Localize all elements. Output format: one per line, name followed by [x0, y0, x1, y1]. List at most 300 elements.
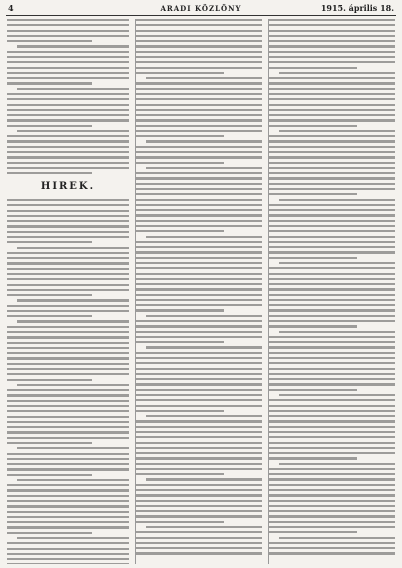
text-line [136, 30, 262, 32]
text-line [136, 199, 262, 201]
text-line [7, 347, 129, 349]
text-line [269, 552, 395, 554]
text-line [7, 394, 129, 396]
text-line [136, 500, 262, 502]
text-line [269, 362, 395, 364]
text-line [269, 368, 395, 370]
text-line [7, 389, 129, 391]
column-3 [268, 19, 395, 564]
text-line [136, 294, 262, 296]
text-line [136, 515, 262, 517]
text-line [269, 521, 395, 523]
text-line [146, 315, 262, 317]
text-line [269, 273, 395, 275]
text-line [136, 304, 262, 306]
text-line [269, 352, 395, 354]
text-line [146, 167, 262, 169]
text-line [269, 98, 395, 100]
text-line [136, 40, 262, 42]
text-line [269, 505, 395, 507]
text-line [136, 67, 262, 69]
text-line [269, 431, 395, 433]
issue-date: 1915. április 18. [320, 3, 394, 13]
text-line [269, 51, 395, 53]
text-line [269, 67, 357, 69]
text-line [269, 104, 395, 106]
text-line [136, 61, 262, 63]
text-line [269, 220, 395, 222]
text-line [136, 209, 262, 211]
text-line [269, 304, 395, 306]
text-line [7, 305, 129, 307]
text-line [136, 35, 262, 37]
text-line [269, 88, 395, 90]
text-line [136, 162, 224, 164]
text-line [269, 172, 395, 174]
text-line [7, 24, 129, 26]
column-1-text-block-b [7, 199, 129, 564]
text-line [269, 357, 395, 359]
text-line [136, 494, 262, 496]
text-line [136, 484, 262, 486]
text-line [146, 346, 262, 348]
text-line [17, 130, 129, 132]
text-line [136, 468, 262, 470]
text-line [269, 373, 395, 375]
text-line [136, 383, 262, 385]
text-line [136, 51, 262, 53]
text-line [269, 209, 395, 211]
text-line [136, 262, 262, 264]
text-line [269, 251, 395, 253]
text-line [146, 526, 262, 528]
text-line [269, 24, 395, 26]
text-line [269, 114, 395, 116]
page-header [8, 2, 394, 14]
text-line [7, 284, 129, 286]
text-line [136, 426, 262, 428]
text-line [7, 19, 129, 21]
column-1 [7, 19, 129, 564]
text-line [136, 267, 262, 269]
text-line [269, 56, 395, 58]
text-line [7, 357, 129, 359]
text-line [269, 389, 357, 391]
text-line [136, 457, 262, 459]
text-line [269, 246, 395, 248]
text-line [269, 494, 395, 496]
column-2-text-block [136, 19, 262, 558]
text-line [269, 500, 395, 502]
text-line [269, 177, 395, 179]
text-line [7, 336, 129, 338]
text-line [269, 183, 395, 185]
text-line [7, 236, 129, 238]
text-line [7, 410, 129, 412]
text-line [136, 119, 262, 121]
text-line [7, 548, 129, 550]
text-line [136, 93, 262, 95]
text-line [279, 537, 395, 539]
text-line [136, 19, 262, 21]
text-line [136, 125, 262, 127]
text-line [136, 24, 262, 26]
text-line [136, 373, 262, 375]
text-line [7, 172, 92, 174]
text-line [269, 288, 395, 290]
text-line [269, 156, 395, 158]
text-line [7, 268, 129, 270]
text-line [136, 204, 262, 206]
text-line [279, 331, 395, 333]
text-line [136, 447, 262, 449]
text-line [17, 299, 129, 301]
text-line [136, 230, 224, 232]
text-line [7, 289, 129, 291]
text-line [136, 214, 262, 216]
text-columns [7, 19, 395, 564]
text-line [136, 56, 262, 58]
text-line [269, 230, 395, 232]
text-line [136, 420, 262, 422]
text-line [7, 373, 129, 375]
text-line [7, 273, 129, 275]
text-line [7, 489, 129, 491]
text-line [7, 342, 129, 344]
header-rule [6, 15, 396, 16]
text-line [7, 474, 92, 476]
text-line [7, 416, 129, 418]
text-line [7, 262, 129, 264]
text-line [7, 553, 129, 555]
text-line [7, 93, 129, 95]
text-line [136, 183, 262, 185]
text-line [269, 188, 395, 190]
text-line [7, 114, 129, 116]
text-line [7, 51, 129, 53]
text-line [136, 442, 262, 444]
text-line [17, 537, 129, 539]
column-3-text-block [269, 19, 395, 558]
text-line [269, 299, 395, 301]
text-line [136, 156, 262, 158]
text-line [7, 558, 129, 560]
text-line [7, 352, 129, 354]
text-line [17, 45, 129, 47]
text-line [269, 315, 395, 317]
text-line [136, 463, 262, 465]
text-line [269, 420, 395, 422]
text-line [7, 215, 129, 217]
text-line [269, 125, 357, 127]
text-line [136, 547, 262, 549]
text-line [269, 510, 395, 512]
text-line [7, 135, 129, 137]
text-line [136, 45, 262, 47]
text-line [7, 400, 129, 402]
text-line [269, 410, 395, 412]
text-line [136, 225, 262, 227]
text-line [7, 225, 129, 227]
text-line [136, 405, 262, 407]
text-line [7, 484, 129, 486]
text-line [7, 315, 92, 317]
text-line [17, 479, 129, 481]
text-line [269, 526, 395, 528]
text-line [136, 72, 224, 74]
text-line [136, 114, 262, 116]
text-line [136, 431, 262, 433]
text-line [7, 453, 129, 455]
text-line [7, 516, 129, 518]
text-line [7, 405, 129, 407]
text-line [269, 162, 395, 164]
text-line [269, 468, 395, 470]
text-line [7, 542, 129, 544]
masthead-title: ARADI KÖZLÖNY [160, 3, 242, 13]
text-line [7, 532, 92, 534]
text-line [136, 246, 262, 248]
text-line [269, 309, 395, 311]
text-line [269, 146, 395, 148]
text-line [136, 362, 262, 364]
text-line [136, 368, 262, 370]
text-line [136, 399, 262, 401]
text-line [7, 146, 129, 148]
text-line [7, 363, 129, 365]
text-line [136, 473, 224, 475]
text-line [7, 437, 129, 439]
text-line [269, 278, 395, 280]
text-line [136, 104, 262, 106]
text-line [7, 500, 129, 502]
text-line [269, 346, 395, 348]
text-line [269, 447, 395, 449]
text-line [7, 331, 129, 333]
text-line [269, 320, 395, 322]
text-line [269, 547, 395, 549]
text-line [7, 151, 129, 153]
column-1-text-block-a [7, 19, 129, 177]
text-line [7, 326, 129, 328]
text-line [7, 67, 129, 69]
text-line [269, 193, 357, 195]
text-line [136, 537, 262, 539]
text-line [269, 140, 395, 142]
text-line [136, 309, 224, 311]
text-line [136, 98, 262, 100]
text-line [279, 262, 395, 264]
text-line [7, 294, 92, 296]
text-line [17, 320, 129, 322]
text-line [279, 130, 395, 132]
text-line [136, 220, 262, 222]
text-line [269, 383, 395, 385]
text-line [269, 405, 395, 407]
text-line [7, 563, 129, 564]
text-line [17, 247, 129, 249]
text-line [269, 531, 357, 533]
text-line [136, 336, 262, 338]
text-line [7, 125, 92, 127]
text-line [7, 61, 129, 63]
text-line [7, 162, 129, 164]
text-line [269, 35, 395, 37]
text-line [136, 436, 262, 438]
text-line [136, 88, 262, 90]
text-line [7, 210, 129, 212]
text-line [7, 521, 129, 523]
text-line [146, 415, 262, 417]
text-line [269, 214, 395, 216]
column-2 [135, 19, 262, 564]
text-line [136, 146, 262, 148]
text-line [136, 320, 262, 322]
text-line [136, 251, 262, 253]
text-line [7, 426, 129, 428]
text-line [17, 447, 129, 449]
text-line [269, 93, 395, 95]
text-line [136, 510, 262, 512]
text-line [279, 394, 395, 396]
text-line [7, 35, 129, 37]
text-line [7, 421, 129, 423]
text-line [136, 394, 262, 396]
text-line [269, 19, 395, 21]
text-line [269, 82, 395, 84]
text-line [7, 109, 129, 111]
text-line [269, 484, 395, 486]
text-line [7, 278, 129, 280]
text-line [17, 384, 129, 386]
text-line [269, 426, 395, 428]
text-line [269, 336, 395, 338]
text-line [269, 77, 395, 79]
text-line [7, 77, 129, 79]
text-line [269, 30, 395, 32]
text-line [7, 72, 129, 74]
text-line [7, 82, 92, 84]
text-line [146, 478, 262, 480]
text-line [7, 379, 92, 381]
text-line [136, 357, 262, 359]
text-line [136, 241, 262, 243]
text-line [136, 135, 224, 137]
text-line [269, 473, 395, 475]
text-line [7, 463, 129, 465]
text-line [269, 399, 395, 401]
text-line [269, 204, 395, 206]
text-line [146, 140, 262, 142]
text-line [269, 167, 395, 169]
text-line [7, 458, 129, 460]
text-line [7, 204, 129, 206]
text-line [269, 236, 395, 238]
text-line [269, 135, 395, 137]
text-line [279, 72, 395, 74]
text-line [136, 172, 262, 174]
text-line [7, 104, 129, 106]
text-line [269, 151, 395, 153]
text-line [136, 278, 262, 280]
text-line [136, 505, 262, 507]
text-line [136, 109, 262, 111]
text-line [7, 495, 129, 497]
text-line [7, 511, 129, 513]
text-line [269, 542, 395, 544]
text-line [7, 431, 129, 433]
text-line [269, 225, 395, 227]
text-line [136, 273, 262, 275]
text-line [7, 167, 129, 169]
text-line [7, 526, 129, 528]
text-line [17, 88, 129, 90]
text-line [7, 98, 129, 100]
text-line [7, 40, 92, 42]
text-line [136, 531, 262, 533]
text-line [136, 352, 262, 354]
text-line [7, 257, 129, 259]
text-line [269, 109, 395, 111]
text-line [269, 40, 395, 42]
news-section-heading: HIREK. [40, 181, 96, 192]
text-line [136, 257, 262, 259]
text-line [136, 552, 262, 554]
text-line [269, 257, 357, 259]
text-line [146, 77, 262, 79]
text-line [269, 415, 395, 417]
text-line [136, 288, 262, 290]
text-line [136, 542, 262, 544]
text-line [269, 325, 357, 327]
text-line [136, 389, 262, 391]
text-line [136, 410, 224, 412]
text-line [136, 489, 262, 491]
text-line [269, 489, 395, 491]
text-line [136, 325, 262, 327]
text-line [269, 341, 395, 343]
text-line [136, 378, 262, 380]
text-line [136, 82, 262, 84]
text-line [269, 267, 395, 269]
text-line [136, 188, 262, 190]
text-line [7, 231, 129, 233]
text-line [269, 452, 395, 454]
text-line [136, 193, 262, 195]
text-line [269, 457, 357, 459]
text-line [269, 515, 395, 517]
text-line [136, 331, 262, 333]
text-line [7, 199, 129, 201]
text-line [146, 236, 262, 238]
text-line [7, 156, 129, 158]
text-line [279, 463, 395, 465]
text-line [269, 294, 395, 296]
text-line [269, 436, 395, 438]
text-line [136, 299, 262, 301]
text-line [7, 140, 129, 142]
text-line [7, 442, 92, 444]
text-line [269, 241, 395, 243]
text-line [136, 130, 262, 132]
text-line [136, 341, 224, 343]
text-line [7, 30, 129, 32]
text-line [136, 452, 262, 454]
text-line [269, 442, 395, 444]
text-line [269, 45, 395, 47]
text-line [7, 220, 129, 222]
text-line [136, 521, 224, 523]
